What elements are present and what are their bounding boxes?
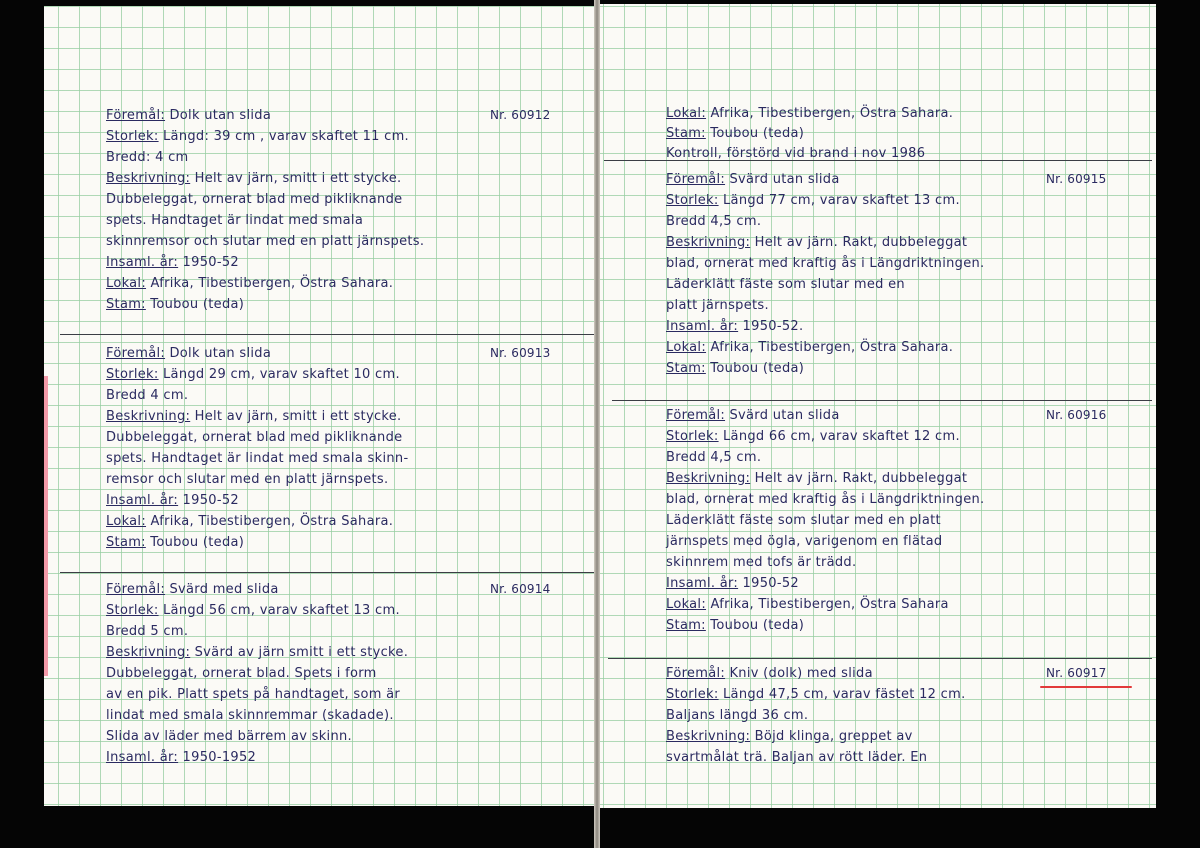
entry-line	[666, 534, 942, 549]
field-value: blad, ornerat med kraftig ås i Längdriktningen.	[666, 492, 985, 507]
field-value: skinnremsor och slutar med en platt järnspets.	[106, 234, 425, 249]
entry-line	[666, 214, 761, 229]
field-value: remsor och slutar med en platt järnspets.	[106, 472, 389, 487]
catalog-number: Nr. 60917	[1046, 666, 1107, 680]
entry-line	[666, 429, 960, 444]
field-label: Lokal:	[106, 276, 147, 291]
field-label: Föremål:	[106, 582, 166, 597]
entry-line	[666, 106, 953, 121]
field-label: Föremål:	[666, 408, 726, 423]
field-value: Längd 56 cm, varav skaftet 13 cm.	[158, 603, 400, 618]
field-value: Läderklätt fäste som slutar med en	[666, 277, 905, 292]
field-value: Helt av järn, smitt i ett stycke.	[190, 171, 402, 186]
entry-line	[106, 192, 402, 207]
field-value: 1950-52	[178, 255, 239, 270]
entry-line	[106, 603, 400, 618]
field-label: Föremål:	[666, 666, 726, 681]
field-value: Baljans längd 36 cm.	[666, 708, 809, 723]
field-label: Insaml. år:	[106, 255, 179, 270]
catalog-number: Nr. 60916	[1046, 408, 1107, 422]
left-page	[44, 6, 594, 806]
entry-line	[666, 576, 799, 591]
field-value: Afrika, Tibestibergen, Östra Sahara.	[146, 276, 394, 291]
field-value: Afrika, Tibestibergen, Östra Sahara.	[146, 514, 394, 529]
entry-line	[106, 708, 394, 723]
entry-line	[106, 409, 402, 424]
entry-line	[106, 150, 189, 165]
field-value: 1950-52	[178, 493, 239, 508]
entry-line	[666, 193, 960, 208]
field-label: Föremål:	[106, 346, 166, 361]
entry-line	[666, 340, 953, 355]
entry-line	[106, 750, 256, 765]
entry-line	[106, 367, 400, 382]
field-label: Stam:	[106, 297, 146, 312]
entry-line	[666, 729, 913, 744]
field-value: Toubou (teda)	[705, 361, 805, 376]
field-value: Toubou (teda)	[145, 535, 245, 550]
book-spine	[594, 0, 600, 848]
field-label: Stam:	[106, 535, 146, 550]
field-label: Storlek:	[666, 193, 719, 208]
entry-line	[666, 450, 761, 465]
entry-line	[666, 492, 984, 507]
entry-line	[106, 472, 388, 487]
field-value: Dubbeleggat, ornerat blad med pikliknande	[106, 430, 403, 445]
field-value: Svärd utan slida	[725, 172, 840, 187]
field-label: Insaml. år:	[106, 750, 179, 765]
field-value: svartmålat trä. Baljan av rött läder. En	[666, 750, 928, 765]
field-label: Föremål:	[666, 172, 726, 187]
entry-line	[106, 582, 279, 597]
entry-line	[106, 645, 408, 660]
field-value: Bredd 4 cm.	[106, 388, 189, 403]
field-value: Dolk utan slida	[165, 108, 272, 123]
field-value: spets. Handtaget är lindat med smala skinn-	[106, 451, 409, 466]
field-label: Lokal:	[666, 106, 707, 121]
field-label: Storlek:	[106, 129, 159, 144]
entry-line	[666, 597, 949, 612]
catalog-number: Nr. 60913	[490, 346, 551, 360]
entry-line	[106, 129, 409, 144]
field-value: Toubou (teda)	[145, 297, 245, 312]
catalog-number: Nr. 60915	[1046, 172, 1107, 186]
field-value: Dolk utan slida	[165, 346, 272, 361]
field-value: Bredd 5 cm.	[106, 624, 189, 639]
field-value: Svärd av järn smitt i ett stycke.	[190, 645, 409, 660]
field-value: Längd 47,5 cm, varav fästet 12 cm.	[718, 687, 966, 702]
entry-line	[106, 171, 402, 186]
entry-line	[666, 146, 925, 161]
entry-line	[666, 298, 769, 313]
field-value: Bredd: 4 cm	[106, 150, 189, 165]
entry-line	[106, 297, 244, 312]
field-label: Beskrivning:	[106, 171, 191, 186]
right-page	[600, 4, 1156, 808]
field-label: Beskrivning:	[106, 645, 191, 660]
field-value: Längd 29 cm, varav skaftet 10 cm.	[158, 367, 400, 382]
field-label: Lokal:	[666, 340, 707, 355]
catalog-number: Nr. 60914	[490, 582, 551, 596]
field-value: 1950-1952	[178, 750, 257, 765]
entry-line	[106, 213, 363, 228]
field-value: spets. Handtaget är lindat med smala	[106, 213, 364, 228]
entry-divider	[60, 334, 594, 335]
highlight-underline	[1040, 686, 1132, 688]
entry-line	[666, 408, 840, 423]
entry-line	[106, 451, 408, 466]
field-label: Storlek:	[106, 603, 159, 618]
entry-line	[666, 256, 984, 271]
field-label: Föremål:	[106, 108, 166, 123]
field-value: Svärd utan slida	[725, 408, 840, 423]
field-value: 1950-52.	[738, 319, 804, 334]
field-label: Insaml. år:	[666, 319, 739, 334]
field-value: av en pik. Platt spets på handtaget, som är	[106, 687, 401, 702]
field-value: 1950-52	[738, 576, 799, 591]
field-value: Bredd 4,5 cm.	[666, 450, 762, 465]
entry-line	[666, 750, 927, 765]
entry-divider	[60, 572, 594, 573]
entry-line	[666, 618, 804, 633]
field-label: Stam:	[666, 126, 706, 141]
entry-line	[106, 234, 424, 249]
field-value: Kontroll, förstörd vid brand i nov 1986	[666, 146, 926, 161]
field-value: Längd: 39 cm , varav skaftet 11 cm.	[158, 129, 409, 144]
entry-line	[106, 493, 239, 508]
field-value: Afrika, Tibestibergen, Östra Sahara.	[706, 340, 954, 355]
field-value: Längd 77 cm, varav skaftet 13 cm.	[718, 193, 960, 208]
field-value: Afrika, Tibestibergen, Östra Sahara.	[706, 106, 954, 121]
field-label: Storlek:	[666, 687, 719, 702]
field-value: järnspets med ögla, varigenom en flätad	[666, 534, 943, 549]
field-value: Svärd med slida	[165, 582, 279, 597]
field-label: Stam:	[666, 618, 706, 633]
field-value: Helt av järn, smitt i ett stycke.	[190, 409, 402, 424]
entry-line	[106, 666, 377, 681]
field-value: Dubbeleggat, ornerat blad med pikliknande	[106, 192, 403, 207]
field-value: Helt av järn. Rakt, dubbeleggat	[750, 471, 968, 486]
entry-line	[106, 535, 244, 550]
field-value: Bredd 4,5 cm.	[666, 214, 762, 229]
entry-line	[106, 729, 352, 744]
field-label: Beskrivning:	[106, 409, 191, 424]
field-label: Beskrivning:	[666, 471, 751, 486]
field-value: Kniv (dolk) med slida	[725, 666, 873, 681]
field-label: Stam:	[666, 361, 706, 376]
page-edge-marker	[44, 376, 48, 676]
entry-divider	[612, 400, 1152, 401]
field-value: Slida av läder med bärrem av skinn.	[106, 729, 352, 744]
field-label: Insaml. år:	[106, 493, 179, 508]
entry-line	[106, 388, 188, 403]
field-label: Storlek:	[106, 367, 159, 382]
entry-line	[666, 471, 967, 486]
entry-line	[666, 361, 804, 376]
field-value: Toubou (teda)	[705, 618, 805, 633]
field-value: lindat med smala skinnremmar (skadade).	[106, 708, 394, 723]
field-value: Afrika, Tibestibergen, Östra Sahara	[706, 597, 949, 612]
field-label: Insaml. år:	[666, 576, 739, 591]
entry-line	[666, 172, 840, 187]
entry-divider	[608, 658, 1152, 659]
entry-line	[106, 514, 393, 529]
entry-line	[106, 430, 402, 445]
field-value: Helt av järn. Rakt, dubbeleggat	[750, 235, 968, 250]
entry-line	[666, 708, 808, 723]
field-value: skinnrem med tofs är trädd.	[666, 555, 857, 570]
entry-line	[106, 687, 400, 702]
entry-line	[106, 255, 239, 270]
entry-line	[666, 277, 905, 292]
field-value: Längd 66 cm, varav skaftet 12 cm.	[718, 429, 960, 444]
catalog-number: Nr. 60912	[490, 108, 551, 122]
field-value: Läderklätt fäste som slutar med en platt	[666, 513, 941, 528]
field-value: Böjd klinga, greppet av	[750, 729, 913, 744]
field-label: Lokal:	[666, 597, 707, 612]
field-value: blad, ornerat med kraftig ås i Längdriktningen.	[666, 256, 985, 271]
entry-line	[666, 513, 941, 528]
entry-line	[666, 666, 873, 681]
field-value: Dubbeleggat, ornerat blad. Spets i form	[106, 666, 377, 681]
field-label: Beskrivning:	[666, 729, 751, 744]
entry-line	[666, 235, 967, 250]
entry-line	[106, 108, 271, 123]
entry-line	[666, 555, 856, 570]
entry-divider	[604, 160, 1152, 161]
entry-line	[106, 346, 271, 361]
entry-line	[106, 276, 393, 291]
field-label: Lokal:	[106, 514, 147, 529]
entry-line	[666, 319, 803, 334]
field-value: platt järnspets.	[666, 298, 769, 313]
field-value: Toubou (teda)	[705, 126, 805, 141]
entry-line	[666, 687, 966, 702]
field-label: Storlek:	[666, 429, 719, 444]
entry-line	[106, 624, 188, 639]
entry-line	[666, 126, 804, 141]
field-label: Beskrivning:	[666, 235, 751, 250]
